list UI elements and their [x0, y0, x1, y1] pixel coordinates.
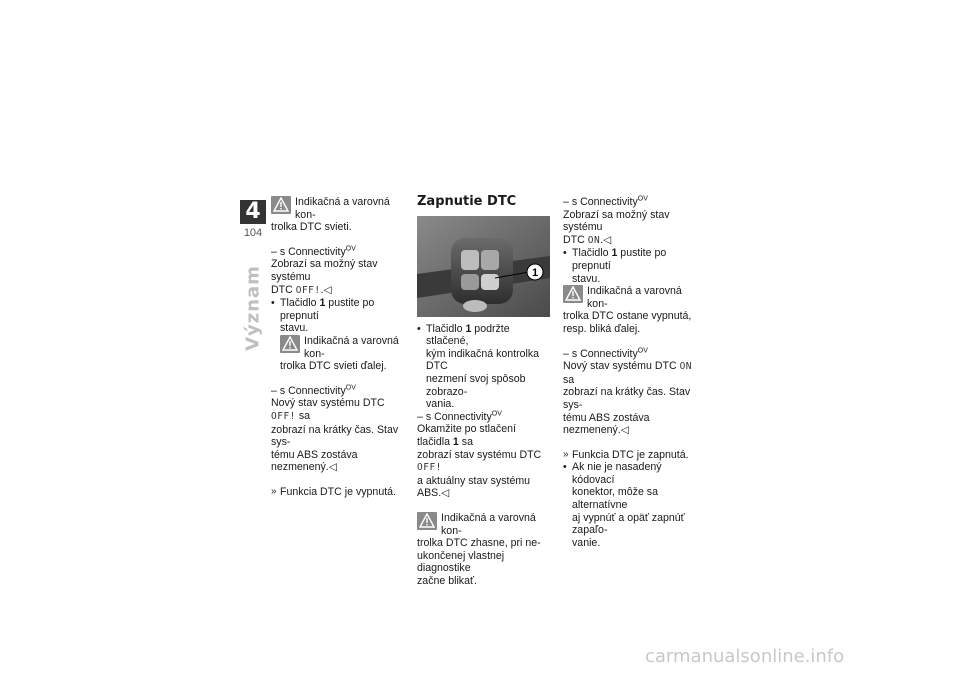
- handlebar-photo: [417, 216, 550, 317]
- connectivity-option: – s Connectivity$^{OV}$: [563, 195, 648, 208]
- warning-light-icon: [271, 196, 291, 214]
- warning-light-icon: [417, 512, 437, 530]
- instruction-step: • Tlačidlo 1 pustite po prepnutí stavu.: [563, 247, 699, 285]
- warning-note: Indikačná a varovná kon- trolka DTC zhasne, pri ne- ukončenej vlastnej diagnostike začne blikať.: [417, 511, 541, 587]
- connectivity-option: – s Connectivity$^{OV}$: [271, 384, 356, 397]
- status-code: OFF!: [271, 410, 296, 422]
- column-3: – s Connectivity$^{OV}$ Zobrazí sa možný stav systému DTC ON.◁ • Tlačidlo 1 pustite po prepnutí stavu. Indikačná a varovná kon- trolka DTC ostane vypnutá, resp. bliká ďalej. – s Connectivity$^{OV}$ Nový stav systému DTC ON sa zobrazí na krátky čas. Stav sys- tému ABS zostáva nezmenený.◁ » Funkcia DTC je zapnutá. • Ak nie je nasadený kódovací konektor, môže sa alternatívne aj vypnúť a opäť zapnúť zapaľo- vanie.: [563, 196, 699, 549]
- warning-note: Indikačná a varovná kon- trolka DTC svieti ďalej.: [280, 334, 399, 373]
- column-1: Indikačná a varovná kon- trolka DTC svieti. – s Connectivity$^{OV}$ Zobrazí sa možný stav systému DTC OFF!.◁ • Tlačidlo 1 pustite po prepnutí stavu. Indikačná a varovná kon- trolka DTC svieti ďalej. – s Connectivity$^{OV}$ Nový stav systému DTC OFF! sa zobrazí na krátky čas. Stav sys- tému ABS zostáva nezmenený.◁ » Funkcia DTC je vypnutá.: [271, 196, 403, 498]
- status-code: OFF!: [417, 462, 442, 474]
- callout-label: 1: [531, 266, 539, 279]
- watermark: carmanualsonline.info: [645, 646, 845, 667]
- instruction-step: • Tlačidlo 1 podržte stlačené, kým indikačná kontrolka DTC nezmení svoj spôsob zobrazo- vania.: [417, 323, 551, 411]
- connectivity-option: – s Connectivity$^{OV}$: [271, 245, 356, 258]
- column-2: Zapnutie DTC 1 • Tlačidlo 1 podržte stlačené, kým indikačná kontrolka DTC nezmení svoj spôsob zobrazo- vania. – s Connectivity$^{OV}$ Okamžite po stlačení tlačidla 1 sa zobrazí stav systému DTC OFF! a aktuálny stav systému ABS.◁ Indikačná a varovná kon- trolka DTC zhasne, pri ne- ukončenej vlastnej diagnostike začne blikať.: [417, 196, 551, 587]
- result-line: » Funkcia DTC je vypnutá.: [271, 486, 403, 499]
- warning-note: Indikačná a varovná kon- trolka DTC ostane vypnutá, resp. bliká ďalej.: [563, 285, 692, 335]
- chapter-number: 4: [240, 200, 266, 224]
- status-code: ON: [679, 361, 693, 373]
- chapter-title: Význam: [242, 265, 264, 351]
- section-heading: Zapnutie DTC: [417, 194, 517, 209]
- instruction-step: • Tlačidlo 1 pustite po prepnutí stavu.: [271, 297, 403, 335]
- warning-light-icon: [280, 335, 300, 353]
- connectivity-option: – s Connectivity$^{OV}$: [563, 347, 648, 360]
- connectivity-option: – s Connectivity$^{OV}$: [417, 410, 502, 423]
- status-code: OFF!: [295, 284, 321, 296]
- warning-note: Indikačná a varovná kon- trolka DTC svieti.: [271, 196, 390, 234]
- status-code: ON: [587, 234, 601, 246]
- warning-light-icon: [563, 285, 583, 303]
- page-number: 104: [243, 227, 263, 239]
- instruction-step: • Ak nie je nasadený kódovací konektor, môže sa alternatívne aj vypnúť a opäť zapnúť zapaľo- vanie.: [563, 461, 699, 549]
- result-line: » Funkcia DTC je zapnutá.: [563, 449, 699, 462]
